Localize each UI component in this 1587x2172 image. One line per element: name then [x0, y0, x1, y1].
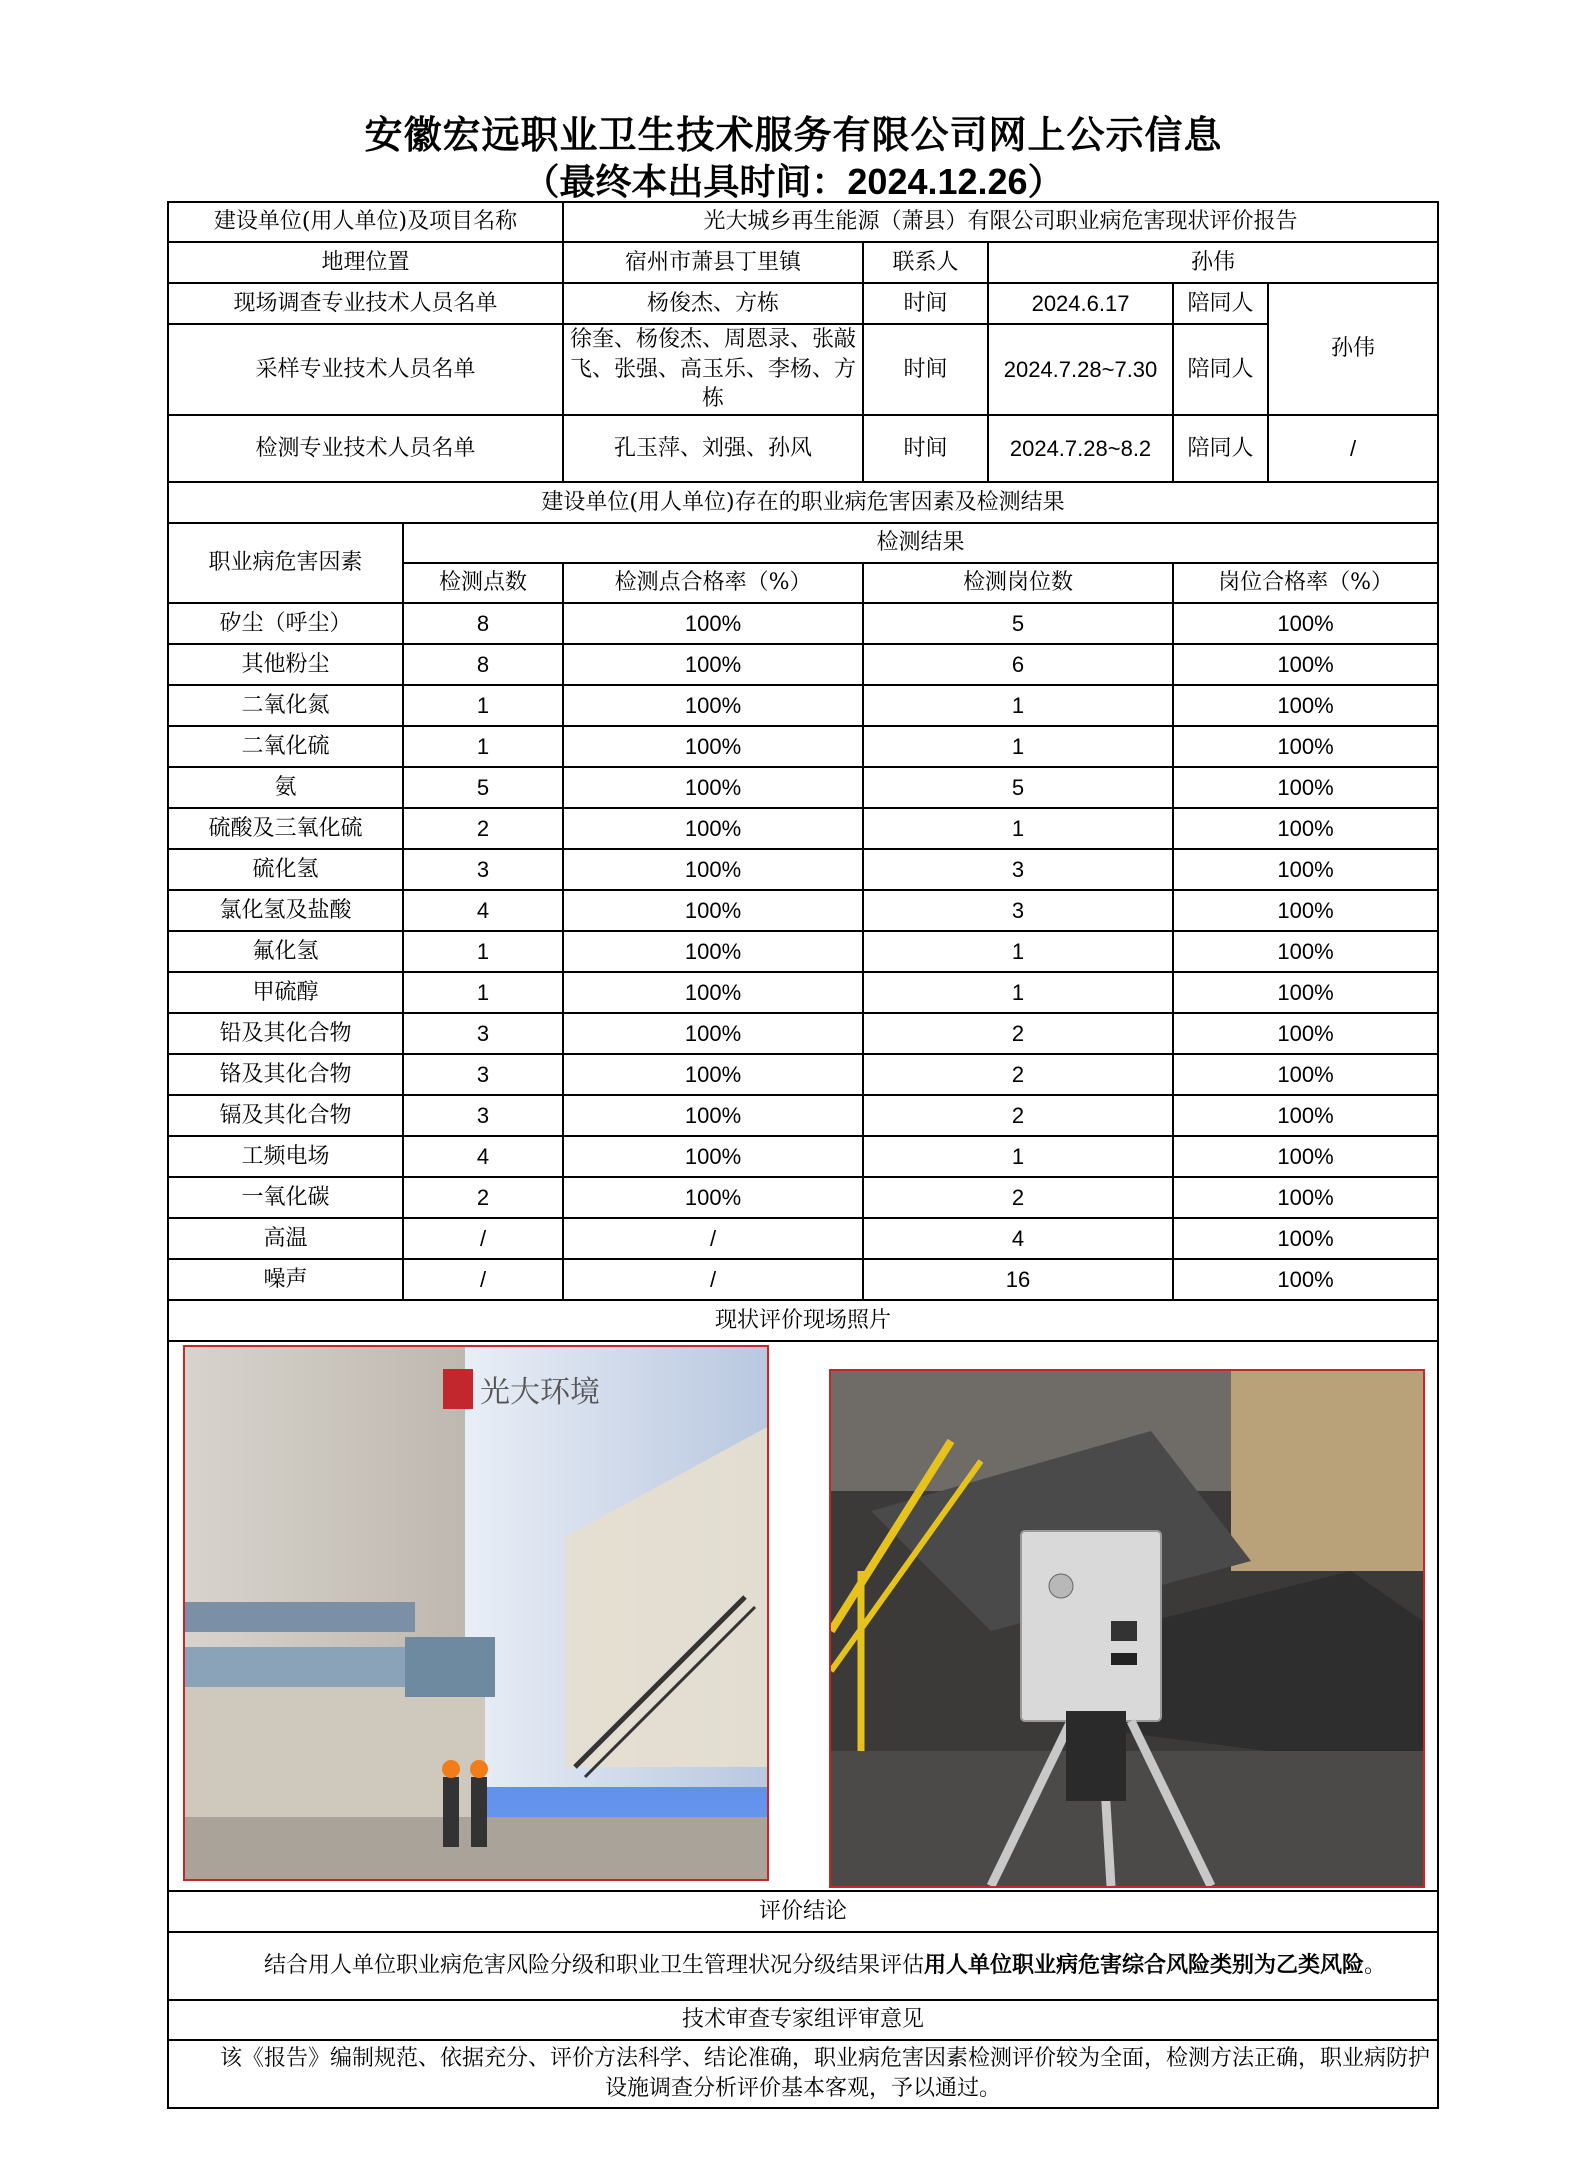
photos-section-title: 现状评价现场照片 — [168, 1300, 1438, 1341]
points-cell: 1 — [403, 685, 563, 726]
factor-cell: 二氧化氮 — [168, 685, 403, 726]
post-rate-cell: 100% — [1173, 1054, 1438, 1095]
post-rate-cell: 100% — [1173, 1218, 1438, 1259]
contact-label: 联系人 — [863, 242, 988, 283]
conclusion-text — [168, 1932, 1438, 2000]
factor-cell: 其他粉尘 — [168, 644, 403, 685]
review-row — [168, 2040, 1438, 2108]
location-label: 地理位置 — [168, 242, 563, 283]
info-table — [167, 201, 1439, 2109]
post-rate-cell: 100% — [1173, 1136, 1438, 1177]
project-row — [168, 202, 1438, 242]
posts-cell: 2 — [863, 1177, 1173, 1218]
conclusion-section-title: 评价结论 — [168, 1891, 1438, 1932]
factor-cell: 工频电场 — [168, 1136, 403, 1177]
factor-cell: 噪声 — [168, 1259, 403, 1300]
point-rate-cell: 100% — [563, 931, 863, 972]
points-cell: 8 — [403, 603, 563, 644]
testing-label: 检测专业技术人员名单 — [168, 415, 563, 482]
table-row — [168, 726, 1438, 767]
factor-cell: 镉及其化合物 — [168, 1095, 403, 1136]
posts-cell: 1 — [863, 972, 1173, 1013]
location-value: 宿州市萧县丁里镇 — [563, 242, 863, 283]
post-rate-cell: 100% — [1173, 726, 1438, 767]
posts-cell: 1 — [863, 726, 1173, 767]
sampling-accompany-label: 陪同人 — [1173, 324, 1268, 415]
post-rate-cell: 100% — [1173, 808, 1438, 849]
survey-names: 杨俊杰、方栋 — [563, 283, 863, 324]
table-row — [168, 1095, 1438, 1136]
factor-cell: 铬及其化合物 — [168, 1054, 403, 1095]
factor-header: 职业病危害因素 — [168, 523, 403, 603]
post-rate-cell: 100% — [1173, 1259, 1438, 1300]
factor-cell: 硫化氢 — [168, 849, 403, 890]
table-row — [168, 1013, 1438, 1054]
testing-accompany-label: 陪同人 — [1173, 415, 1268, 482]
table-row — [168, 1259, 1438, 1300]
conclusion-normal: 结合用人单位职业病危害风险分级和职业卫生管理状况分级结果评估 — [263, 1953, 924, 1979]
accompany-person: 孙伟 — [1268, 283, 1438, 415]
posts-cell: 2 — [863, 1095, 1173, 1136]
post-rate-cell: 100% — [1173, 767, 1438, 808]
factor-cell: 二氧化硫 — [168, 726, 403, 767]
point-rate-cell: 100% — [563, 644, 863, 685]
sampling-label: 采样专业技术人员名单 — [168, 324, 563, 415]
location-row — [168, 242, 1438, 283]
factor-cell: 氟化氢 — [168, 931, 403, 972]
points-cell: 4 — [403, 1136, 563, 1177]
site-photo-building — [183, 1345, 769, 1881]
subtitle-prefix: （最终本出具时间： — [523, 161, 848, 203]
survey-time: 2024.6.17 — [988, 283, 1173, 324]
points-cell: 2 — [403, 1177, 563, 1218]
post-rate-cell: 100% — [1173, 890, 1438, 931]
posts-cell: 1 — [863, 808, 1173, 849]
point-rate-cell: / — [563, 1218, 863, 1259]
table-row — [168, 1218, 1438, 1259]
sampling-names: 徐奎、杨俊杰、周恩录、张敲飞、张强、高玉乐、李杨、方栋 — [563, 324, 863, 415]
point-rate-cell: 100% — [563, 1054, 863, 1095]
post-rate-cell: 100% — [1173, 644, 1438, 685]
points-cell: 3 — [403, 1095, 563, 1136]
post-rate-cell: 100% — [1173, 1177, 1438, 1218]
page-subtitle — [0, 154, 1587, 205]
points-cell: 3 — [403, 1013, 563, 1054]
post-rate-cell: 100% — [1173, 972, 1438, 1013]
col-posts: 检测岗位数 — [863, 563, 1173, 603]
posts-cell: 3 — [863, 849, 1173, 890]
posts-cell: 1 — [863, 685, 1173, 726]
results-section-title: 建设单位(用人单位)存在的职业病危害因素及检测结果 — [168, 482, 1438, 523]
factor-cell: 铅及其化合物 — [168, 1013, 403, 1054]
factor-cell: 硫酸及三氧化硫 — [168, 808, 403, 849]
testing-row — [168, 415, 1438, 482]
point-rate-cell: 100% — [563, 767, 863, 808]
points-cell: 3 — [403, 849, 563, 890]
site-photo-sampler — [829, 1369, 1425, 1888]
table-row — [168, 849, 1438, 890]
posts-cell: 1 — [863, 931, 1173, 972]
results-header-row — [168, 523, 1438, 563]
col-post-rate: 岗位合格率（%） — [1173, 563, 1438, 603]
sampling-time-label: 时间 — [863, 324, 988, 415]
page-title: 安徽宏远职业卫生技术服务有限公司网上公示信息 — [364, 112, 1223, 157]
factor-cell: 氯化氢及盐酸 — [168, 890, 403, 931]
posts-cell: 5 — [863, 603, 1173, 644]
subtitle-suffix: ） — [1027, 161, 1064, 203]
table-row — [168, 603, 1438, 644]
sampling-row — [168, 324, 1438, 415]
posts-cell: 1 — [863, 1136, 1173, 1177]
col-points: 检测点数 — [403, 563, 563, 603]
points-cell: 1 — [403, 972, 563, 1013]
testing-time-label: 时间 — [863, 415, 988, 482]
project-label: 建设单位(用人单位)及项目名称 — [168, 202, 563, 242]
contact-value: 孙伟 — [988, 242, 1438, 283]
testing-accompany: / — [1268, 415, 1438, 482]
sampling-time: 2024.7.28~7.30 — [988, 324, 1173, 415]
table-row — [168, 767, 1438, 808]
review-content: 该《报告》编制规范、依据充分、评价方法科学、结论准确，职业病危害因素检测评价较为全面，检测方法正确，职业病防护设施调查分析评价基本客观，予以通过。 — [220, 2046, 1431, 2102]
building-sign-text: 光大环境 — [480, 1375, 600, 1411]
post-rate-cell: 100% — [1173, 931, 1438, 972]
points-cell: 4 — [403, 890, 563, 931]
photos-section-row — [168, 1300, 1438, 1341]
table-row — [168, 931, 1438, 972]
factor-cell: 甲硫醇 — [168, 972, 403, 1013]
col-point-rate: 检测点合格率（%） — [563, 563, 863, 603]
photos-cell — [168, 1341, 1438, 1891]
factor-cell: 高温 — [168, 1218, 403, 1259]
point-rate-cell: 100% — [563, 1136, 863, 1177]
posts-cell: 3 — [863, 890, 1173, 931]
conclusion-row — [168, 1932, 1438, 2000]
table-row — [168, 1054, 1438, 1095]
table-row — [168, 972, 1438, 1013]
posts-cell: 4 — [863, 1218, 1173, 1259]
points-cell: 8 — [403, 644, 563, 685]
point-rate-cell: 100% — [563, 726, 863, 767]
point-rate-cell: 100% — [563, 972, 863, 1013]
points-cell: 2 — [403, 808, 563, 849]
points-cell: 5 — [403, 767, 563, 808]
review-section-title: 技术审查专家组评审意见 — [168, 2000, 1438, 2040]
table-row — [168, 685, 1438, 726]
points-cell: 1 — [403, 931, 563, 972]
posts-cell: 5 — [863, 767, 1173, 808]
survey-row — [168, 283, 1438, 324]
issue-date: 2024.12.26 — [847, 161, 1028, 202]
table-row — [168, 1136, 1438, 1177]
testing-time: 2024.7.28~8.2 — [988, 415, 1173, 482]
conclusion-bold: 用人单位职业病危害综合风险类别为乙类风险 — [924, 1952, 1365, 1979]
post-rate-cell: 100% — [1173, 685, 1438, 726]
table-row — [168, 808, 1438, 849]
factor-cell: 氨 — [168, 767, 403, 808]
points-cell: 1 — [403, 726, 563, 767]
post-rate-cell: 100% — [1173, 1095, 1438, 1136]
posts-cell: 16 — [863, 1259, 1173, 1300]
post-rate-cell: 100% — [1173, 849, 1438, 890]
point-rate-cell: 100% — [563, 808, 863, 849]
posts-cell: 2 — [863, 1054, 1173, 1095]
point-rate-cell: 100% — [563, 1177, 863, 1218]
factor-cell: 矽尘（呼尘） — [168, 603, 403, 644]
point-rate-cell: 100% — [563, 849, 863, 890]
post-rate-cell: 100% — [1173, 1013, 1438, 1054]
table-row — [168, 644, 1438, 685]
result-header: 检测结果 — [403, 523, 1438, 563]
points-cell: / — [403, 1218, 563, 1259]
testing-names: 孔玉萍、刘强、孙风 — [563, 415, 863, 482]
photos-row — [168, 1341, 1438, 1891]
posts-cell: 2 — [863, 1013, 1173, 1054]
point-rate-cell: 100% — [563, 685, 863, 726]
results-section-row — [168, 482, 1438, 523]
point-rate-cell: 100% — [563, 603, 863, 644]
review-section-row — [168, 2000, 1438, 2040]
conclusion-section-row — [168, 1891, 1438, 1932]
project-value: 光大城乡再生能源（萧县）有限公司职业病危害现状评价报告 — [563, 202, 1438, 242]
points-cell: / — [403, 1259, 563, 1300]
survey-accompany-label: 陪同人 — [1173, 283, 1268, 324]
point-rate-cell: 100% — [563, 890, 863, 931]
post-rate-cell: 100% — [1173, 603, 1438, 644]
conclusion-end: 。 — [1364, 1953, 1387, 1979]
point-rate-cell: 100% — [563, 1095, 863, 1136]
survey-label: 现场调查专业技术人员名单 — [168, 283, 563, 324]
survey-time-label: 时间 — [863, 283, 988, 324]
points-cell: 3 — [403, 1054, 563, 1095]
review-text — [168, 2040, 1438, 2108]
factor-cell: 一氧化碳 — [168, 1177, 403, 1218]
point-rate-cell: 100% — [563, 1013, 863, 1054]
table-row — [168, 1177, 1438, 1218]
table-row — [168, 890, 1438, 931]
point-rate-cell: / — [563, 1259, 863, 1300]
posts-cell: 6 — [863, 644, 1173, 685]
